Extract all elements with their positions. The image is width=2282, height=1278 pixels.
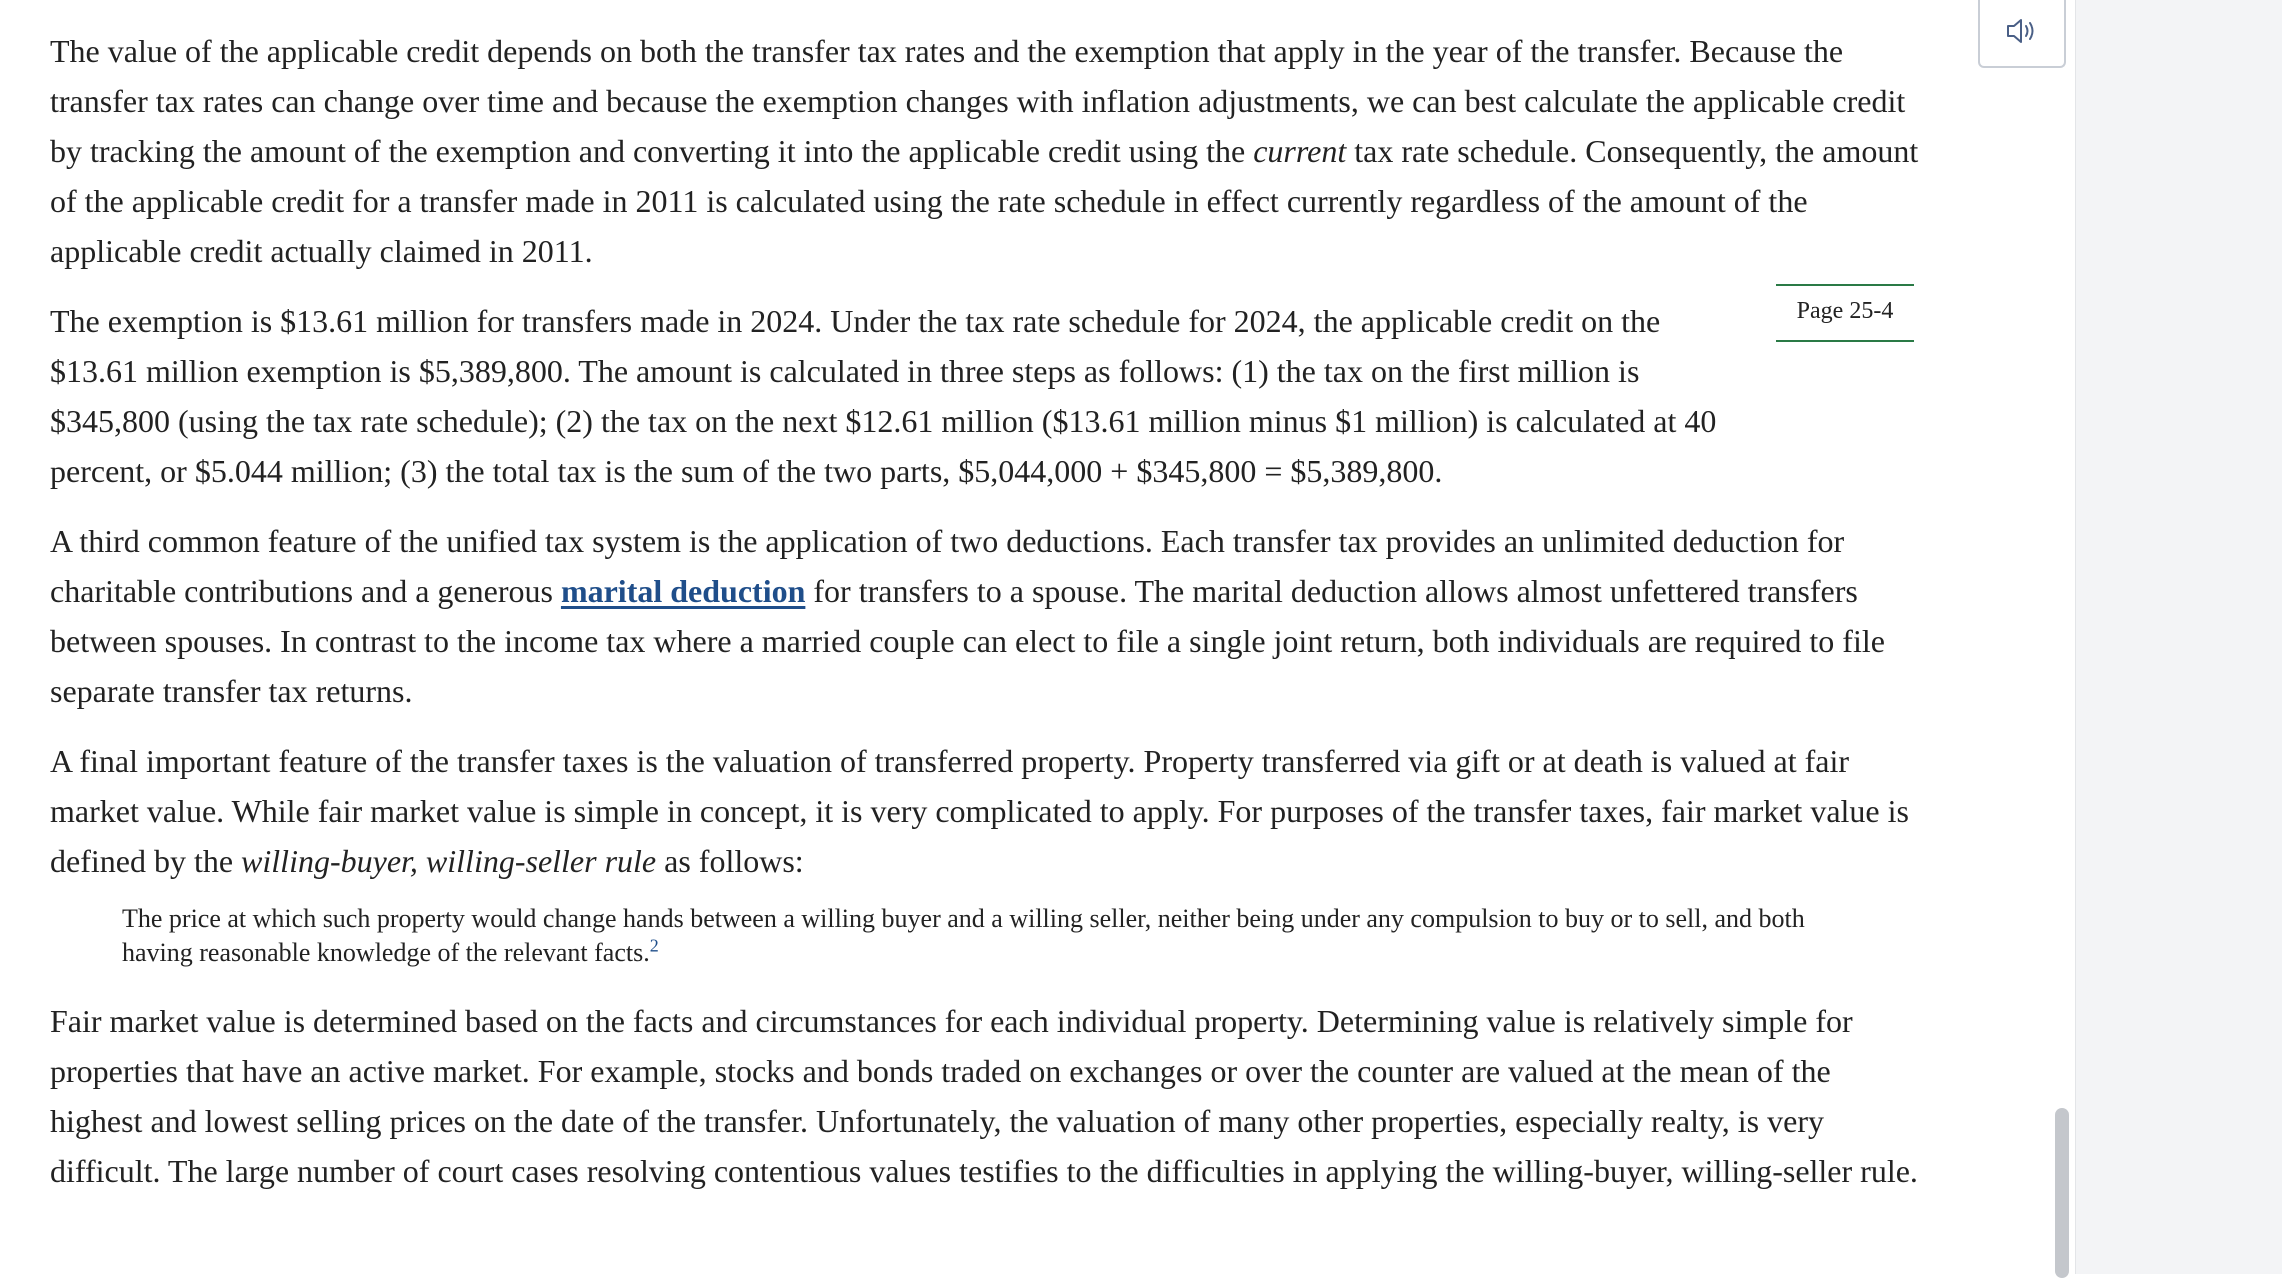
quote-text: The price at which such property would change hands between a willing buyer and a willing seller, neither being under any compulsion to buy or to sell, and both having reasonable knowledge of the relevant facts. — [122, 904, 1805, 967]
read-aloud-button[interactable] — [1978, 0, 2066, 68]
paragraph-text: The value of the applicable credit depends on both the transfer tax rates and the exemption that apply in the year of the transfer. Because the transfer tax rates can change over time and because the exemption changes with inflation adjustments, we can best calculate the applicable credit by tracking the amount of the exemption and converting it into the applicable credit using the — [50, 33, 1906, 169]
paragraph-applicable-credit — [50, 26, 1920, 276]
emphasis-text: current — [1253, 133, 1347, 169]
page-marker: Page 25-4 — [1776, 284, 1914, 342]
paragraph-exemption — [50, 296, 1920, 496]
paragraph-text: Fair market value is determined based on the facts and circumstances for each individual property. Determining value is relatively simple for properties that have an active market. For example, stocks and bonds traded on exchanges or over the counter are valued at the mean of the highest and lowest selling prices on the date of the transfer. Unfortunately, the valuation of many other properties, especially realty, is very difficult. The large number of court cases resolving contentious values testifies to the difficulties in applying the willing-buyer, willing-seller rule. — [50, 1003, 1918, 1189]
paragraph-deductions — [50, 516, 1920, 716]
paragraph-text: tax rate schedule. Consequently, the amount of the applicable credit for a transfer made in 2011 is calculated using the rate schedule in effect currently regardless of the amount of the applicable credit actually claimed in 2011. — [50, 133, 1919, 269]
paragraph-text: for transfers to a spouse. The marital deduction allows almost unfettered transfers between spouses. In contrast to the income tax where a married couple can elect to file a single joint return, both individuals are required to file separate transfer tax returns. — [50, 573, 1885, 709]
paragraph-text: A final important feature of the transfer taxes is the valuation of transferred property. Property transferred via gift or at death is valued at fair market value. While fair market value is simple in concept, it is very complicated to apply. For purposes of the transfer taxes, fair market value is defined by the — [50, 743, 1909, 879]
block-quote — [122, 902, 1862, 970]
paragraph-text: The exemption is $13.61 million for transfers made in 2024. Under the tax rate schedule for 2024, the applicable credit on the $13.61 million exemption is $5,389,800. The amount is calculated in three steps as follows: (1) the tax on the first million is $345,800 (using the tax rate schedule); (2) the tax on the next $12.61 million ($13.61 million minus $1 million) is calculated at 40 percent, or $5.044 million; (3) the total tax is the sum of the two parts, $5,044,000 + $345,800 = $5,389,800. — [50, 303, 1717, 489]
paragraph-text: A third common feature of the unified tax system is the application of two deductions. Each transfer tax provides an unlimited deduction for charitable contributions and a generous — [50, 523, 1845, 609]
scrollbar-track[interactable] — [2052, 70, 2072, 1274]
side-panel — [2075, 0, 2282, 1274]
speaker-icon — [2005, 16, 2039, 51]
paragraph-fair-market-value — [50, 996, 1920, 1196]
scrollbar-thumb[interactable] — [2055, 1108, 2069, 1278]
paragraph-valuation — [50, 736, 1920, 886]
footnote-link[interactable]: 2 — [649, 935, 659, 956]
emphasis-text: willing-buyer, willing-seller rule — [241, 843, 657, 879]
paragraph-text: as follows: — [656, 843, 804, 879]
marital-deduction-link[interactable]: marital deduction — [560, 573, 806, 609]
article-body — [50, 26, 1920, 1216]
